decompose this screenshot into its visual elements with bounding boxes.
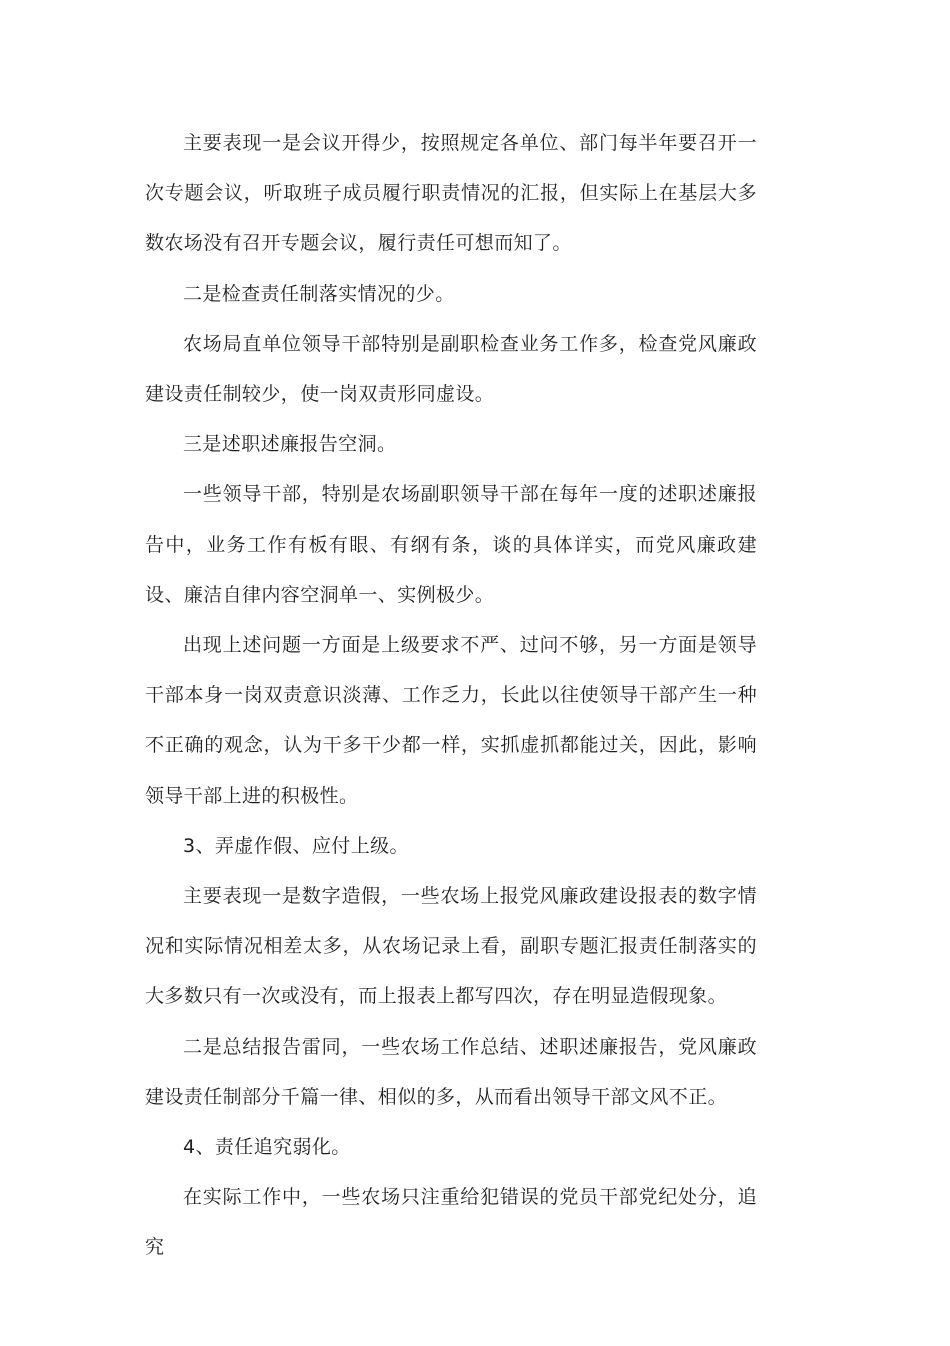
paragraph: 农场局直单位领导干部特别是副职检查业务工作多，检查党风廉政建设责任制较少，使一岗双责形同虚设。: [145, 332, 757, 406]
paragraph: 在实际工作中，一些农场只注重给犯错误的党员干部党纪处分，追究: [145, 1186, 757, 1259]
document-body: [145, 118, 757, 1273]
paragraph: 一些领导干部，特别是农场副职领导干部在每年一度的述职述廉报告中，业务工作有板有眼、有纲有条，谈的具体详实，而党风廉政建设、廉洁自律内容空洞单一、实例极少。: [145, 483, 757, 606]
paragraph: 三是述职述廉报告空洞。: [183, 433, 397, 456]
section-heading: 3、弄虚作假、应付上级。: [183, 834, 409, 857]
paragraph: 二是总结报告雷同，一些农场工作总结、述职述廉报告，党风廉政建设责任制部分千篇一律、相似的多，从而看出领导干部文风不正。: [145, 1035, 757, 1108]
paragraph: 二是检查责任制落实情况的少。: [183, 282, 455, 305]
paragraph: 出现上述问题一方面是上级要求不严、过问不够，另一方面是领导干部本身一岗双责意识淡薄、工作乏力，长此以往使领导干部产生一种不正确的观念，认为干多干少都一样，实抓虚抓都能过关，因此，影响领导干部上进的积极性。: [145, 634, 757, 807]
section-heading: 4、责任追究弱化。: [183, 1136, 351, 1159]
paragraph: 主要表现一是数字造假，一些农场上报党风廉政建设报表的数字情况和实际情况相差太多，从农场记录上看，副职专题汇报责任制落实的大多数只有一次或没有，而上报表上都写四次，存在明显造假现象。: [145, 885, 757, 1008]
paragraph: 主要表现一是会议开得少，按照规定各单位、部门每半年要召开一次专题会议，听取班子成员履行职责情况的汇报，但实际上在基层大多数农场没有召开专题会议，履行责任可想而知了。: [145, 132, 757, 255]
